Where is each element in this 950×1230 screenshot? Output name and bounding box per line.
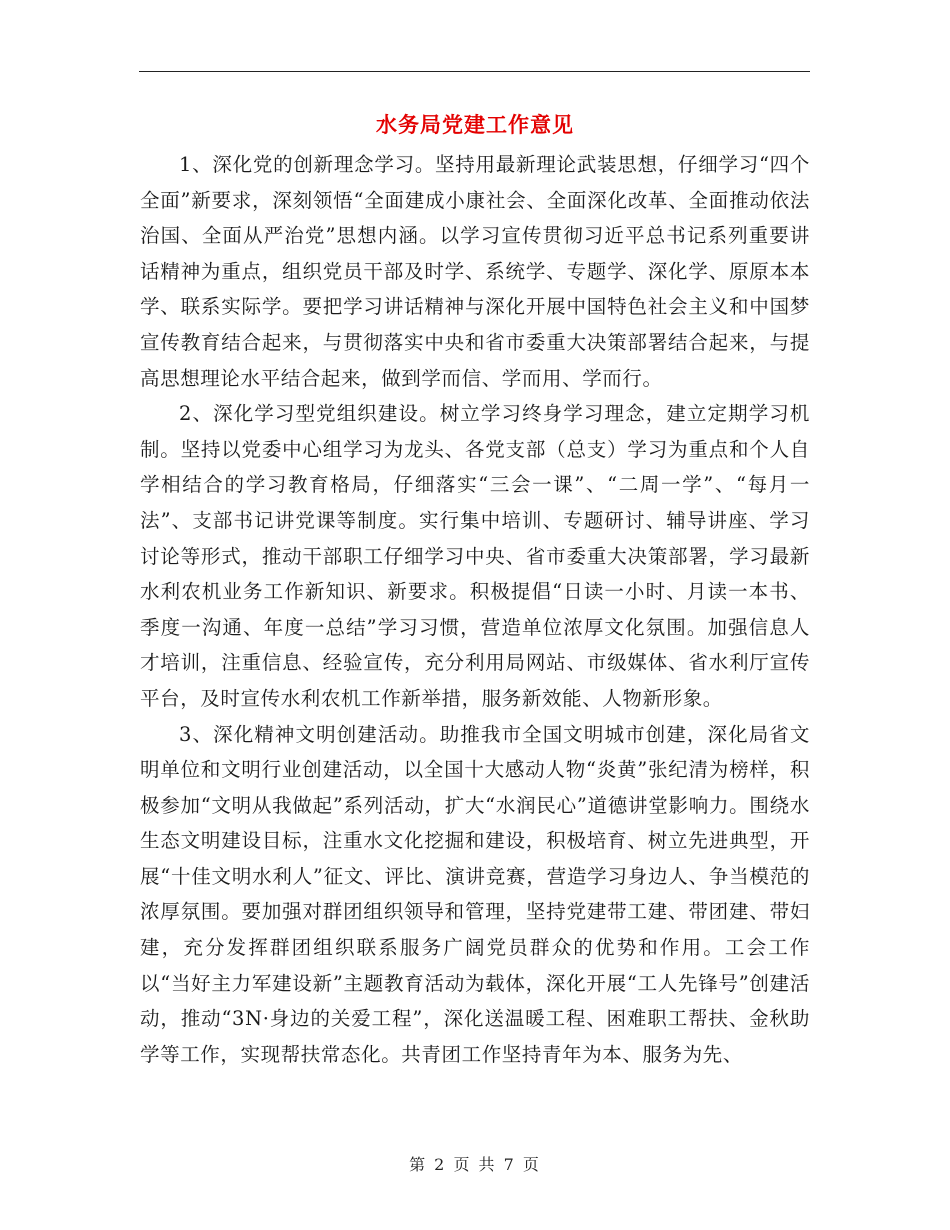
paragraph-3: 3、深化精神文明创建活动。助推我市全国文明城市创建，深化局省文明单位和文明行业创建活动，以全国十大感动人物“炎黄”张纪清为榜样，积极参加“文明从我做起”系列活动，扩大“水润民心”道德讲堂影响力。围绕水生态文明建设目标，注重水文化挖掘和建设，积极培育、树立先进典型，开展“十佳文明水利人”征文、评比、演讲竞赛，营造学习身边人、争当模范的浓厚氛围。要加强对群团组织领导和管理，坚持党建带工建、带团建、带妇建，充分发挥群团组织联系服务广阔党员群众的优势和作用。工会工作以“当好主力军建设新”主题教育活动为载体，深化开展“工人先锋号”创建活动，推动“3N·身边的关爱工程”，深化送温暖工程、困难职工帮扶、金秋助学等工作，实现帮扶常态化。共青团工作坚持青年为本、服务为先、 — [140, 722, 810, 1066]
header-rule — [139, 71, 810, 72]
document-body — [140, 147, 810, 1072]
paragraph-1: 1、深化党的创新理念学习。坚持用最新理论武装思想，仔细学习“四个全面”新要求，深刻领悟“全面建成小康社会、全面深化改革、全面推动依法治国、全面从严治党”思想内涵。以学习宣传贯彻习近平总书记系列重要讲话精神为重点，组织党员干部及时学、系统学、专题学、深化学、原原本本学、联系实际学。要把学习讲话精神与深化开展中国特色社会主义和中国梦宣传教育结合起来，与贯彻落实中央和省市委重大决策部署结合起来，与提高思想理论水平结合起来，做到学而信、学而用、学而行。 — [140, 153, 810, 390]
page-number-footer: 第 2 页 共 7 页 — [409, 1155, 541, 1174]
document-title: 水务局党建工作意见 — [376, 113, 574, 137]
paragraph-2: 2、深化学习型党组织建设。树立学习终身学习理念，建立定期学习机制。坚持以党委中心组学习为龙头、各党支部（总支）学习为重点和个人自学相结合的学习教育格局，仔细落实“三会一课”、“二周一学”、“每月一法”、支部书记讲党课等制度。实行集中培训、专题研讨、辅导讲座、学习讨论等形式，推动干部职工仔细学习中央、省市委重大决策部署，学习最新水利农机业务工作新知识、新要求。积极提倡“日读一小时、月读一本书、季度一沟通、年度一总结”学习习惯，营造单位浓厚文化氛围。加强信息人才培训，注重信息、经验宣传，充分利用局网站、市级媒体、省水利厅宣传平台，及时宣传水利农机工作新举措，服务新效能、人物新形象。 — [140, 402, 810, 710]
